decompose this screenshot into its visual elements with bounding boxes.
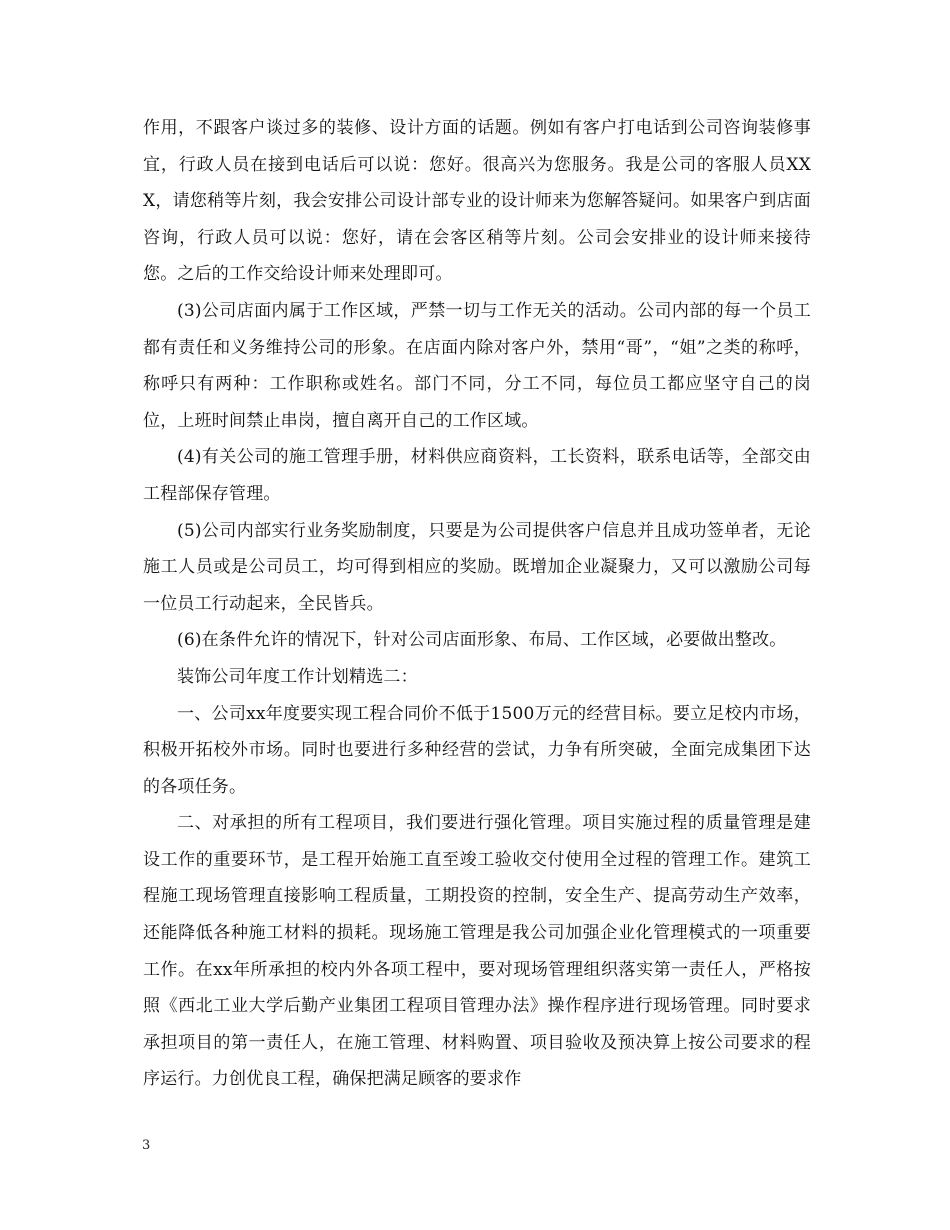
paragraph-4: (5)公司内部实行业务奖励制度，只要是为公司提供客户信息并且成功签单者，无论施工人员或是公司员工，均可得到相应的奖励。既增加企业凝聚力，又可以激励公司每一位员工行动起来，全民皆兵。 (143, 520, 811, 614)
paragraph-6: 一、公司xx年度要实现工程合同价不低于1500万元的经营目标。要立足校内市场，积极开拓校外市场。同时也要进行多种经营的尝试，力争有所突破，全面完成集团下达的各项任务。 (143, 703, 811, 797)
paragraph-7: 二、对承担的所有工程项目，我们要进行强化管理。项目实施过程的质量管理是建设工作的重要环节，是工程开始施工直至竣工验收交付使用全过程的管理工作。建筑工程施工现场管理直接影响工程质量，工期投资的控制，安全生产、提高劳动生产效率，还能降低各种施工材料的损耗。现场施工管理是我公司加强企业化管理模式的一项重要工作。在xx年所承担的校内外各项工程中，要对现场管理组织落实第一责任人，严格按照《西北工业大学后勤产业集团工程项目管理办法》操作程序进行现场管理。同时要求承担项目的第一责任人，在施工管理、材料购置、项目验收及预决算上按公司要求的程序运行。力创优良工程，确保把满足顾客的要求作 (143, 813, 811, 1090)
document-body (143, 110, 811, 1098)
section-heading: 装饰公司年度工作计划精选二： (177, 666, 418, 687)
page-number: 3 (142, 1138, 151, 1153)
paragraph-3: (4)有关公司的施工管理手册，材料供应商资料，工长资料，联系电话等，全部交由工程部保存管理。 (143, 447, 811, 504)
paragraph-2: (3)公司店面内属于工作区域，严禁一切与工作无关的活动。公司内部的每一个员工都有责任和义务维持公司的形象。在店面内除对客户外，禁用“哥”，“姐”之类的称呼，称呼只有两种：工作职称或姓名。部门不同，分工不同，每位员工都应坚守自己的岗位，上班时间禁止串岗，擅自离开自己的工作区域。 (143, 300, 811, 431)
paragraph-5: (6)在条件允许的情况下，针对公司店面形象、布局、工作区域，必要做出整改。 (177, 630, 787, 651)
paragraph-1: 作用，不跟客户谈过多的装修、设计方面的话题。例如有客户打电话到公司咨询装修事宜，行政人员在接到电话后可以说：您好。很高兴为您服务。我是公司的客服人员XXX，请您稍等片刻，我会安排公司设计部专业的设计师来为您解答疑问。如果客户到店面咨询，行政人员可以说：您好，请在会客区稍等片刻。公司会安排业的设计师来接待您。之后的工作交给设计师来处理即可。 (143, 118, 811, 285)
